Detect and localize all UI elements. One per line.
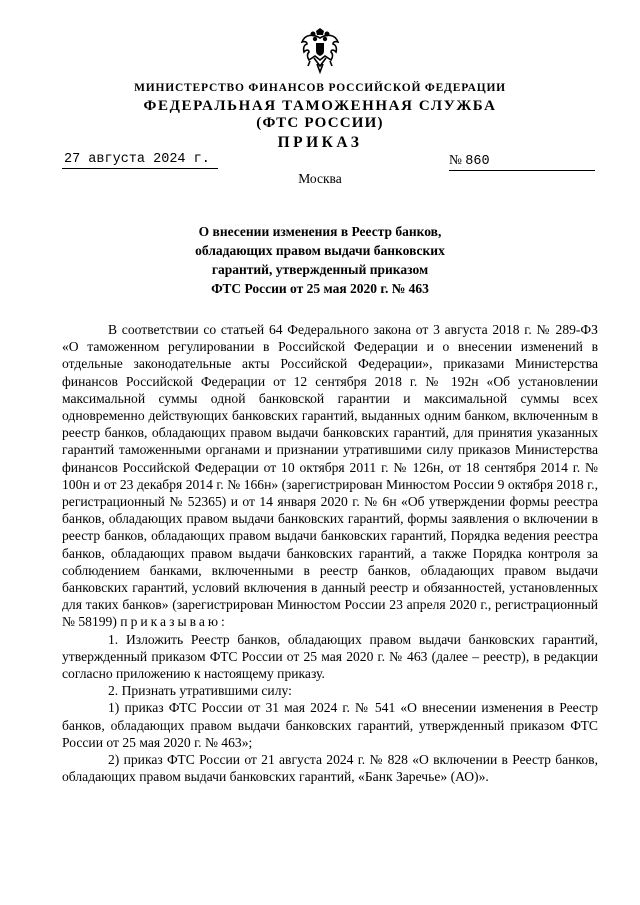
title-line: обладающих правом выдачи банковских — [195, 243, 445, 258]
number-sign: № — [449, 152, 462, 167]
order-word: приказываю: — [120, 614, 228, 630]
ministry-name: МИНИСТЕРСТВО ФИНАНСОВ РОССИЙСКОЙ ФЕДЕРАЦИИ — [134, 82, 506, 94]
order-date: 27 августа 2024 г. — [62, 152, 218, 169]
order-number-field — [449, 152, 595, 171]
document-body — [62, 321, 598, 785]
document-title — [120, 222, 520, 298]
title-line: ФТС России от 25 мая 2020 г. № 463 — [211, 281, 429, 296]
preamble-paragraph — [62, 321, 598, 631]
item-2-1: 1) приказ ФТС России от 31 мая 2024 г. № 541 «О внесении изменения в Реестр банков, обладающих правом выдачи банковских гарантий, утвержденный приказом ФТС России от 25 мая 2020 г. № 463»; — [62, 700, 598, 750]
order-number: 860 — [465, 154, 490, 169]
city: Москва — [298, 171, 342, 186]
russian-coat-of-arms-icon — [301, 28, 339, 74]
service-abbreviation: (ФТС РОССИИ) — [256, 115, 384, 131]
document-type: ПРИКАЗ — [277, 134, 363, 151]
item-2: 2. Признать утратившими силу: — [108, 683, 292, 699]
preamble-text: В соответствии со статьей 64 Федерального закона от 3 августа 2018 г. № 289-ФЗ «О таможенном регулировании в Российской Федерации и о внесении изменений в отдельные законодательные акты Российской Федерации», приказами Министерства финансов Российской Федерации от 12 сентября 2018 г. № 192н «Об установлении максимальной суммы одной банковской гарантии и максимальной суммы всех одновременно действующих банковских гарантий, выданных одним банком, включенным в реестр банков, обладающих правом выдачи банковских гарантий, для принятия указанных гарантий таможенными органами и признании утратившими силу приказов Министерства финансов Российской Федерации от 10 октября 2011 г. № 126н, от 18 сентября 2014 г. № 100н и от 23 декабря 2014 г. № 166н» (зарегистрирован Минюстом России 9 октября 2018 г., регистрационный № 52365) и от 14 января 2020 г. № 6н «Об утверждении формы реестра банков, обладающих правом выдачи банковских гарантий, формы заявления о включении в реестр банков, обладающих правом выдачи банковских гарантий, Порядка ведения реестра банков, обладающих правом выдачи банковских гарантий, а также Порядка контроля за соблюдением банками, включенными в реестр банков, обладающих правом выдачи банковских гарантий, условий включения в данный реестр и обязанностей, установленных для таких банков» (зарегистрирован Минюстом России 23 апреля 2020 г., регистрационный № 58199) — [62, 322, 598, 630]
title-line: О внесении изменения в Реестр банков, — [198, 224, 442, 239]
title-line: гарантий, утвержденный приказом — [211, 262, 429, 277]
item-1: 1. Изложить Реестр банков, обладающих правом выдачи банковских гарантий, утвержденный приказом ФТС России от 25 мая 2020 г. № 463 (далее – реестр), в редакции согласно приложению к настоящему приказу. — [62, 631, 598, 682]
service-name: ФЕДЕРАЛЬНАЯ ТАМОЖЕННАЯ СЛУЖБА — [143, 98, 497, 114]
item-2-2: 2) приказ ФТС России от 21 августа 2024 г. № 828 «О включении в Реестр банков, обладающих правом выдачи банковских гарантий, «Банк Заречье» (АО)». — [62, 752, 598, 785]
